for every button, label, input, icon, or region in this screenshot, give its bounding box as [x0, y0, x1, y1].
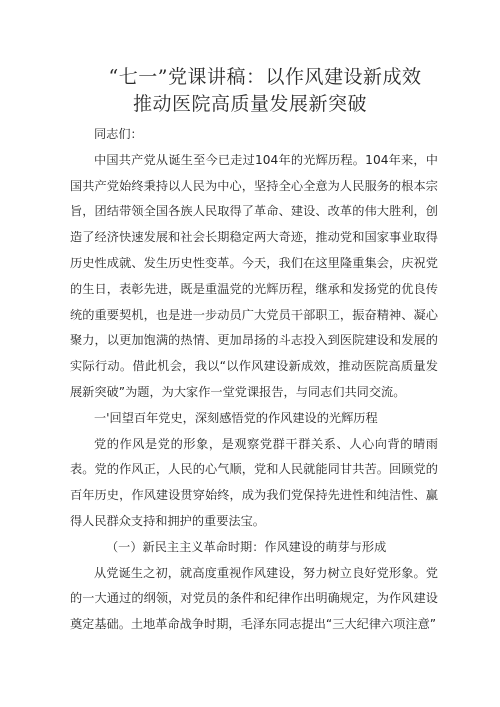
section-heading-1: 一'回望百年党史，深刻感悟党的作风建设的光辉历程 — [94, 410, 378, 425]
document-body — [70, 122, 438, 638]
subsection-heading-1: （一）新民主主义革命时期：作风建设的萌芽与形成 — [106, 539, 387, 554]
document-title-line-1: “七一”党课讲稿：以作风建设新成效 — [108, 66, 422, 88]
paragraph-intro: 中国共产党从诞生至今已走过104年的光辉历程。104年来，中国共产党始终秉持以人民为中心，坚持全心全意为人民服务的根本宗旨，团结带领全国各族人民取得了革命、建设、改革的伟大胜利，创造了经济快速发展和社会长期稳定两大奇迹，推动党和国家事业取得历史性成就、发生历史性变革。今天，我们在这里隆重集会，庆祝党的生日，表彰先进，既是重温党的光辉历程，继承和发扬党的优良传统的重要契机，也是进一步动员广大党员干部职工，振奋精神、凝心聚力，以更加饱满的热情、更加昂扬的斗志投入到医院建设和发展的实际行动。借此机会，我以“以作风建设新成效，推动医院高质量发展新突破”为题，为大家作一堂党课报告，与同志们共同交流。 — [70, 152, 438, 399]
paragraph-section-1: 党的作风是党的形象，是观察党群干群关系、人心向背的晴雨表。党的作风正，人民的心气顺，党和人民就能同甘共苦。回顾党的百年历史，作风建设贯穿始终，成为我们党保持先进性和纯洁性、赢得人民群众支持和拥护的重要法宝。 — [70, 436, 438, 528]
document-title-line-2: 推动医院高质量发展新突破 — [132, 93, 367, 115]
salutation: 同志们： — [94, 127, 143, 141]
paragraph-subsection-1: 从党诞生之初，就高度重视作风建设，努力树立良好党形象。党的一大通过的纲领，对党员的条件和纪律作出明确规定，为作风建设奠定基础。土地革命战争时期，毛泽东同志提出“三大纪律六项注意” — [70, 565, 438, 632]
